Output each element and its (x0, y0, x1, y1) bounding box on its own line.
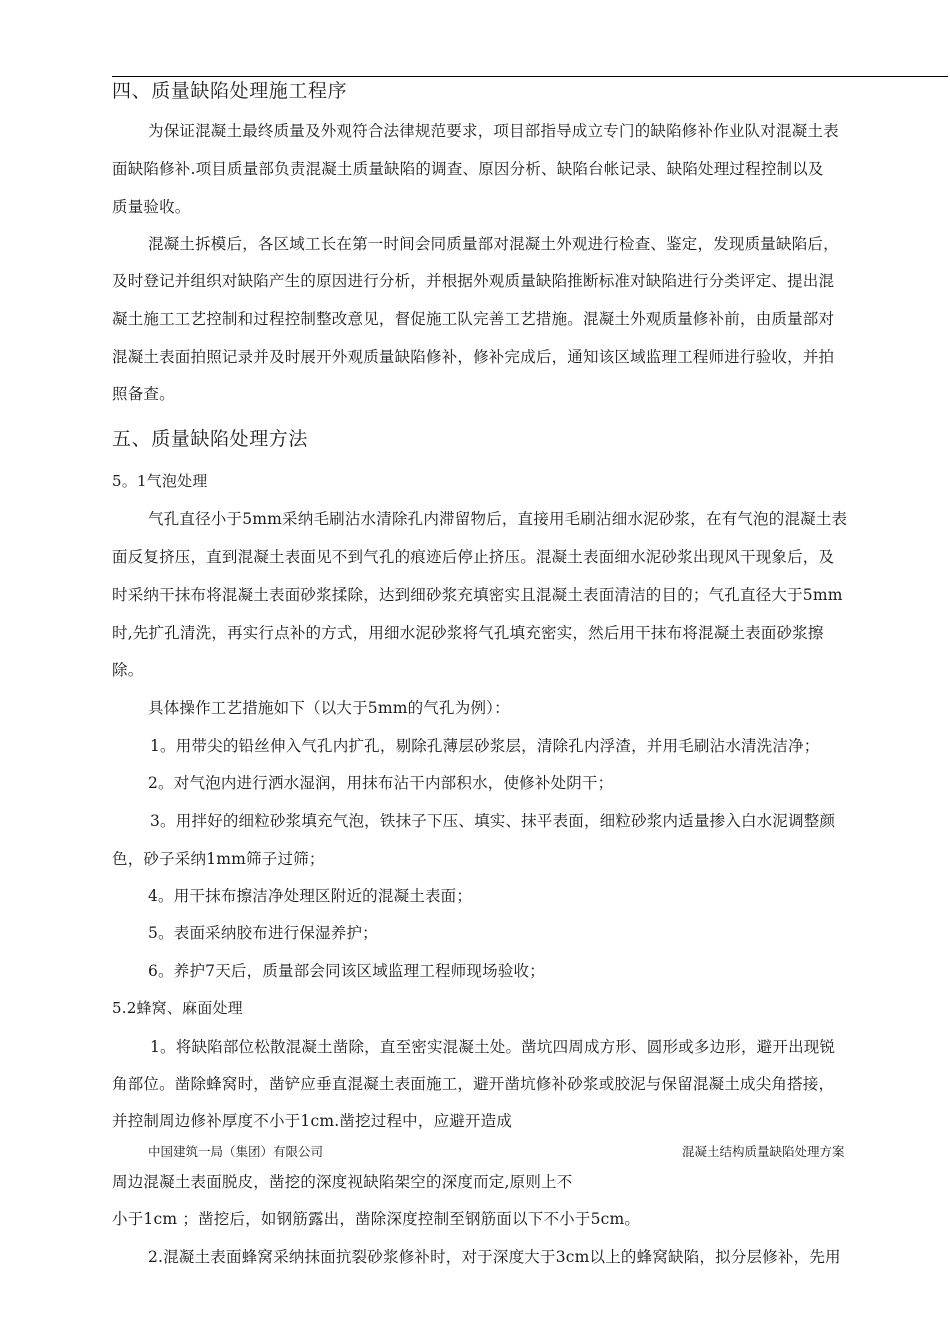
paragraph-line: 质量验收。 (112, 198, 191, 216)
section-5-heading: 五、质量缺陷处理方法 (112, 428, 309, 450)
list-item: 1。将缺陷部位松散混凝土凿除，直至密实混凝土处。凿坑四周成方形、圆形或多边形，避开出现锐 (150, 1038, 836, 1056)
paragraph-line: 并控制周边修补厚度不小于1cm.凿挖过程中，应避开造成 (112, 1112, 513, 1130)
paragraph-line: 面缺陷修补.项目质量部负责混凝土质量缺陷的调查、原因分析、缺陷台帐记录、缺陷处理过程控制以及 (112, 160, 824, 178)
paragraph-line: 混凝土表面拍照记录并及时展开外观质量缺陷修补，修补完成后，通知该区域监理工程师进行验收，并拍 (112, 348, 835, 366)
paragraph-line: 及时登记并组织对缺陷产生的原因进行分析，并根据外观质量缺陷推断标准对缺陷进行分类评定、提出混 (112, 272, 835, 290)
paragraph-line: 时采纳干抹布将混凝土表面砂浆揉除，达到细砂浆充填密实且混凝土表面清洁的目的；气孔直径大于5mm (112, 586, 843, 604)
paragraph-line: 时,先扩孔清洗，再实行点补的方式，用细水泥砂浆将气孔填充密实，然后用干抹布将混凝土表面砂浆擦 (112, 624, 824, 642)
paragraph-line: 气孔直径小于5mm采纳毛刷沾水清除孔内滞留物后，直接用毛刷沾细水泥砂浆，在有气泡的混凝土表 (148, 510, 848, 528)
paragraph-line: 具体操作工艺措施如下（以大于5mm的气孔为例）： (148, 699, 510, 717)
list-item: 3。用拌好的细粒砂浆填充气泡，铁抹子下压、填实、抹平表面，细粒砂浆内适量掺入白水泥调整颜 (150, 812, 836, 830)
paragraph-line: 除。 (112, 661, 144, 679)
paragraph-line: 照备查。 (112, 385, 175, 403)
paragraph-line: 角部位。凿除蜂窝时，凿铲应垂直混凝土表面施工，避开凿坑修补砂浆或胶泥与保留混凝土成尖角搭接， (112, 1075, 835, 1093)
paragraph-line: 周边混凝土表面脱皮，凿挖的深度视缺陷架空的深度而定,原则上不 (112, 1173, 573, 1191)
paragraph-line: 小于1cm ；凿挖后，如钢筋露出，凿除深度控制至钢筋面以下不小于5cm。 (112, 1210, 641, 1228)
subsection-5-2-heading: 5.2蜂窝、麻面处理 (112, 999, 243, 1017)
section-4-heading: 四、质量缺陷处理施工程序 (112, 80, 348, 102)
list-item: 2。对气泡内进行洒水湿润，用抹布沾干内部积水，使修补处阴干； (148, 774, 614, 792)
list-item: 1。用带尖的铅丝伸入气孔内扩孔，剔除孔薄层砂浆层，清除孔内浮渣，并用毛刷沾水清洗洁净； (150, 737, 820, 755)
paragraph-line: 混凝土拆模后，各区域工长在第一时间会同质量部对混凝土外观进行检查、鉴定，发现质量缺陷后， (148, 235, 839, 253)
subsection-5-1-heading: 5。1气泡处理 (112, 472, 208, 490)
paragraph-line: 凝土施工工艺控制和过程控制整改意见，督促施工队完善工艺措施。混凝土外观质量修补前，由质量部对 (112, 310, 835, 328)
list-item: 4。用干抹布擦洁净处理区附近的混凝土表面； (148, 887, 473, 905)
footer-company: 中国建筑一局（集团）有限公司 (148, 1144, 324, 1159)
paragraph-line: 为保证混凝土最终质量及外观符合法律规范要求，项目部指导成立专门的缺陷修补作业队对混凝土表 (148, 122, 839, 140)
paragraph-line: 2.混凝土表面蜂窝采纳抹面抗裂砂浆修补时，对于深度大于3cm以上的蜂窝缺陷，拟分层修补，先用 (148, 1248, 841, 1266)
list-item: 6。养护7天后，质量部会同该区域监理工程师现场验收； (148, 962, 545, 980)
list-item: 5。表面采纳胶布进行保湿养护； (148, 924, 378, 942)
header-rule (112, 76, 948, 77)
paragraph-line: 色，砂子采纳1mm筛子过筛； (112, 850, 325, 868)
footer-doc-title: 混凝土结构质量缺陷处理方案 (682, 1144, 845, 1159)
paragraph-line: 面反复挤压，直到混凝土表面见不到气孔的痕迹后停止挤压。混凝土表面细水泥砂浆出现风干现象后，及 (112, 548, 835, 566)
